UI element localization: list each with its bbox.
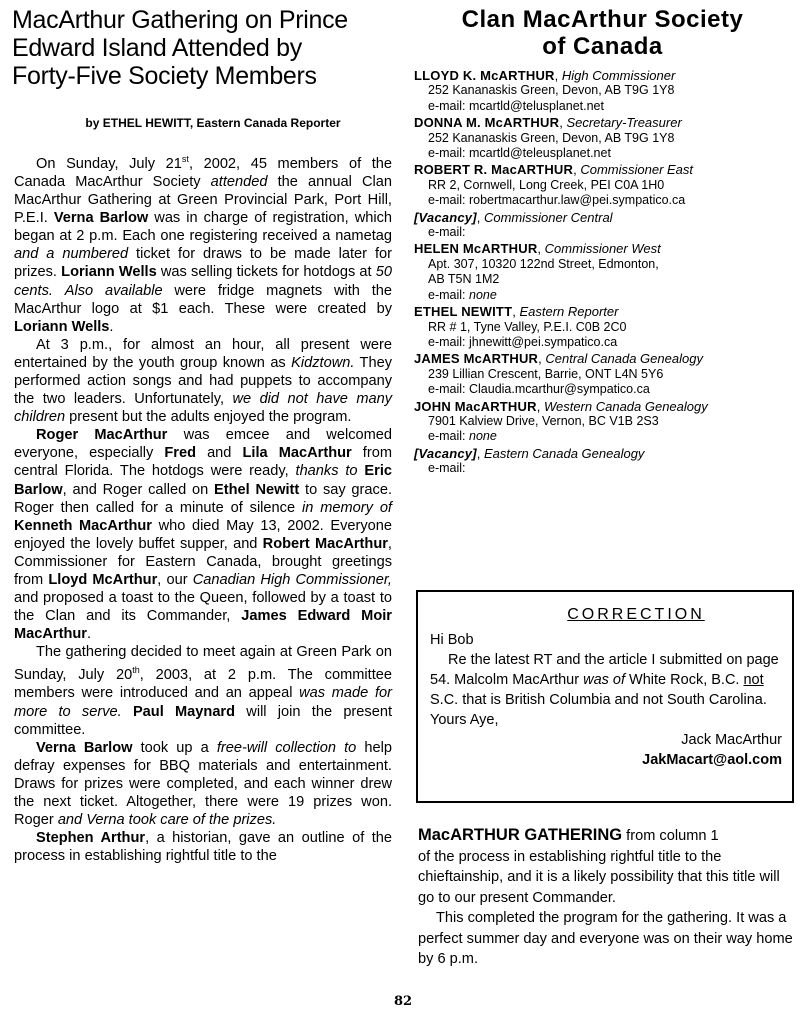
officer-entry (414, 241, 795, 303)
person-name: Stephen Arthur (36, 830, 146, 847)
person-name: Robert MacArthur (262, 535, 388, 552)
paragraph: Stephen Arthur, a historian, gave an outline of the process in establishing rightful title to the (14, 830, 392, 865)
person-name: Kenneth MacArthur (14, 517, 152, 534)
officer-detail-line: RR # 1, Tyne Valley, P.E.I. C0B 2C0 (428, 319, 627, 334)
officer-detail-line: e-mail: jhnewitt@pei.sympatico.ca (428, 334, 618, 349)
officer-detail-line: 252 Kananaskis Green, Devon, AB T9G 1Y8 (428, 130, 675, 145)
officer-heading: JAMES McARTHUR, Central Canada Genealogy (414, 351, 703, 367)
officer-detail-line: e-mail: none (428, 429, 497, 444)
person-name: Verna Barlow (53, 210, 149, 227)
officer-name: [Vacancy] (414, 209, 477, 225)
article-title (12, 6, 398, 90)
officer-entry (414, 446, 795, 477)
person-name: Roger MacArthur (36, 427, 168, 444)
paragraph: The gathering decided to meet again at Green Park on Sunday, July 20th, 2003, at 2 p.m. The committee members were introduced and an appeal was made for more to serve. Paul Maynard will join the present committee. (14, 644, 392, 738)
officer-entry (414, 68, 795, 114)
article-column (8, 0, 398, 865)
officer-role: Commissioner Central (483, 209, 613, 225)
officer-detail-line: e-mail: mcartld@telusplanet.net (428, 98, 604, 113)
article-body (14, 150, 392, 865)
officer-name: HELEN McARTHUR (414, 241, 538, 257)
officer-name: JOHN MacARTHUR (414, 398, 537, 414)
officer-detail-line: 7901 Kalview Drive, Vernon, BC V1B 2S3 (428, 413, 659, 428)
page-number: 82 (394, 994, 413, 1009)
paragraph: At 3 p.m., for almost an hour, all present were entertained by the youth group known as Kidztown. They performed action songs and had puppets to accompany the two leaders. Unfortunately, we did not have many children present but the adults enjoyed the program. (14, 336, 392, 426)
correction-greeting: Hi Bob (430, 632, 474, 648)
officer-heading: DONNA M. McARTHUR, Secretary-Treasurer (414, 115, 682, 131)
officer-role: Commissioner West (544, 241, 661, 257)
officer-detail-line: e-mail: robertmacarthur.law@pei.sympatico.ca (428, 193, 686, 208)
person-name: Loriann Wells (14, 318, 110, 335)
correction-box (416, 590, 794, 803)
officer-name: ETHEL NEWITT (414, 304, 513, 320)
officer-directory (414, 68, 795, 477)
correction-email: JakMacart@aol.com (642, 752, 782, 768)
officer-heading: JOHN MacARTHUR, Western Canada Genealogy (414, 398, 708, 414)
correction-text: Re the latest RT and the article I submitted on page 54. Malcolm MacArthur was of White Rock, B.C. not S.C. that is British Columbia and not South Carolina. Yours Aye, (430, 652, 779, 728)
article-byline: by ETHEL HEWITT, Eastern Canada Reporter (85, 116, 341, 130)
officer-entry (414, 351, 795, 397)
officer-detail-line: AB T5N 1M2 (428, 272, 500, 287)
officer-role: High Commissioner (561, 68, 676, 83)
officer-detail-line: e-mail: Claudia.mcarthur@sympatico.ca (428, 382, 650, 397)
officer-role: Commissioner East (580, 162, 694, 178)
officer-role: Western Canada Genealogy (543, 398, 708, 414)
officer-detail-line: 239 Lillian Crescent, Barrie, ONT L4N 5Y6 (428, 366, 664, 381)
officer-name: [Vacancy] (414, 445, 477, 461)
officer-entry (414, 304, 795, 350)
person-name: Ethel Newitt (214, 481, 300, 498)
officer-detail-line: e-mail: mcartld@teleusplanet.net (428, 146, 611, 161)
officer-detail-line: 252 Kananaskis Green, Devon, AB T9G 1Y8 (428, 83, 675, 98)
continuation-lead: MacARTHUR GATHERING from column 1 (418, 826, 719, 844)
society-column (410, 0, 795, 478)
officer-name: ROBERT R. MacARTHUR (414, 162, 574, 178)
officer-entry (414, 115, 795, 161)
society-title: Clan MacArthur Society of Canada (461, 6, 744, 60)
officer-heading: LLOYD K. McARTHUR, High Commissioner (414, 68, 676, 83)
officer-role: Secretary-Treasurer (566, 115, 682, 131)
person-name: Eric Barlow (14, 463, 392, 498)
officer-name: LLOYD K. McARTHUR (414, 68, 555, 83)
article-title-line: Edward Island Attended by (12, 34, 302, 62)
officer-role: Eastern Canada Genealogy (483, 445, 645, 461)
officer-heading: [Vacancy], Commissioner Central (414, 209, 613, 225)
officer-entry (414, 162, 795, 208)
officer-heading: ROBERT R. MacARTHUR, Commissioner East (414, 162, 694, 178)
officer-entry (414, 210, 795, 241)
person-name: Verna Barlow (36, 739, 133, 756)
officer-entry (414, 399, 795, 445)
article-continuation (418, 825, 794, 970)
person-name: Fred (164, 445, 196, 462)
correction-heading: CORRECTION (567, 606, 705, 623)
person-name: Lloyd McArthur (48, 572, 158, 589)
officer-detail-line: RR 2, Cornwell, Long Creek, PEI C0A 1H0 (428, 177, 665, 192)
correction-signature: Jack MacArthur (681, 732, 782, 748)
paragraph: Verna Barlow took up a free-will collection to help defray expenses for BBQ materials and entertainment. Draws for prizes were completed, and each winner drew the next ticket. Altogether, there were 19 prizes won. Roger and Verna took care of the prizes. (14, 739, 392, 829)
officer-role: Central Canada Genealogy (545, 351, 703, 367)
person-name: James Edward Moir MacArthur (14, 608, 392, 643)
continuation-paragraph: This completed the program for the gathering. It was a perfect summer day and everyone was on their way home by 6 p.m. (418, 910, 793, 967)
paragraph: Roger MacArthur was emcee and welcomed everyone, especially Fred and Lila MacArthur from central Florida. The hotdogs were ready, thanks to Eric Barlow, and Roger called on Ethel Newitt to say grace. Roger then called for a minute of silence in memory of Kenneth MacArthur who died May 13, 2002. Everyone enjoyed the lovely buffet supper, and Robert MacArthur, Commissioner for Eastern Canada, brought greetings from Lloyd McArthur, our Canadian High Commissioner, and proposed a toast to the Queen, followed by a toast to the Clan and its Commander, James Edward Moir MacArthur. (14, 427, 392, 643)
officer-detail-line: e-mail: (428, 225, 466, 240)
person-name: Loriann Wells (61, 264, 157, 281)
officer-heading: [Vacancy], Eastern Canada Genealogy (414, 445, 645, 461)
officer-heading: HELEN McARTHUR, Commissioner West (414, 241, 661, 257)
article-title-line: Forty-Five Society Members (12, 62, 317, 90)
officer-detail-line: e-mail: none (428, 287, 497, 302)
person-name: Paul Maynard (132, 703, 236, 720)
officer-detail-line: Apt. 307, 10320 122nd Street, Edmonton, (428, 256, 659, 271)
officer-name: DONNA M. McARTHUR (414, 115, 560, 131)
article-title-line: MacArthur Gathering on Prince (12, 6, 348, 34)
continuation-paragraph: of the process in establishing rightful title to the chieftainship, and it is a likely possibility that this title will go to our present Commander. (418, 848, 780, 906)
paragraph: On Sunday, July 21st, 2002, 45 members of the Canada MacArthur Society attended the annual Clan MacArthur Gathering at Green Provincial Park, Port Hill, P.E.I. Verna Barlow was in charge of registration, which began at 2 p.m. Each one registering received a nametag and a numbered ticket for draws to be made later for prizes. Loriann Wells was selling tickets for hotdogs at 50 cents. Also available were fridge magnets with the MacArthur logo at $1 each. These were created by Loriann Wells. (14, 154, 393, 335)
officer-role: Eastern Reporter (519, 304, 619, 320)
officer-name: JAMES McARTHUR (414, 351, 539, 367)
officer-heading: ETHEL NEWITT, Eastern Reporter (414, 304, 619, 320)
officer-detail-line: e-mail: (428, 461, 466, 476)
person-name: Lila MacArthur (242, 445, 352, 462)
